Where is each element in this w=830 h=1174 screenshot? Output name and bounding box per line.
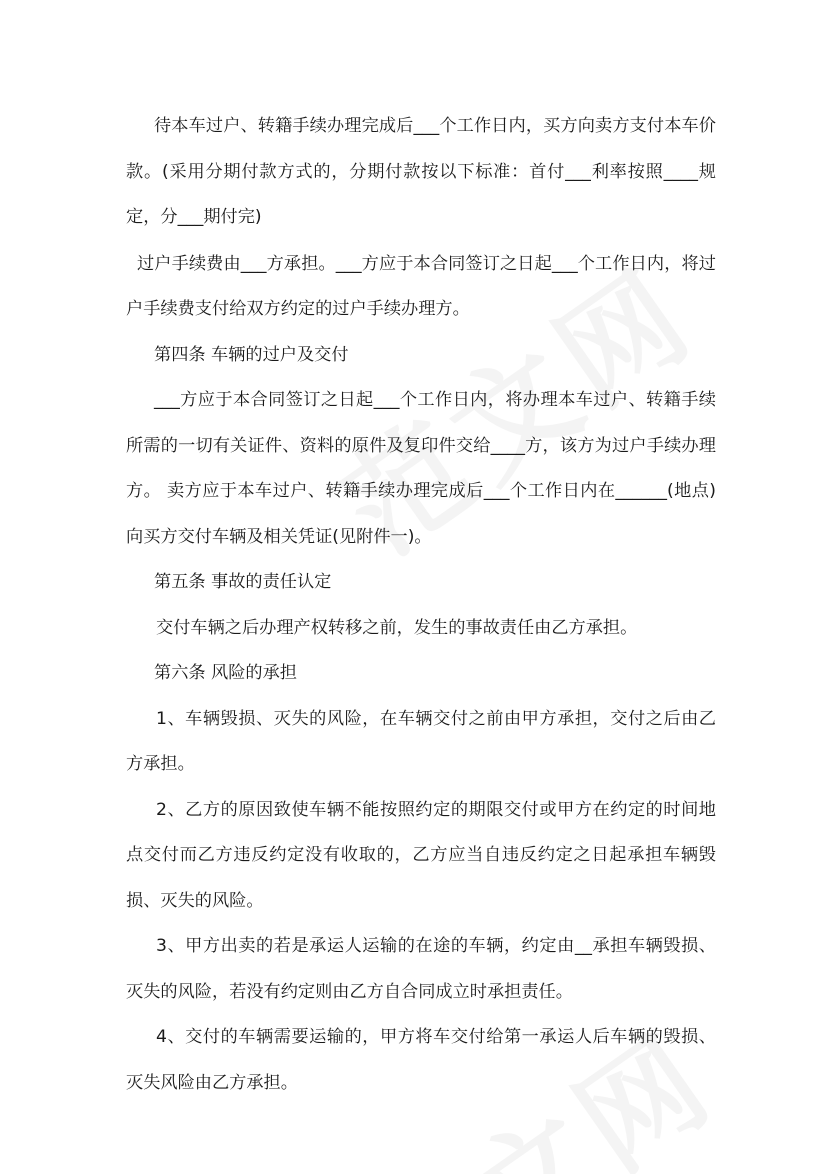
paragraph-risk-1: 1、车辆毁损、灭失的风险，在车辆交付之前由甲方承担，交付之后由乙方承担。 <box>126 708 716 774</box>
paragraph-accident-liability: 交付车辆之后办理产权转移之前，发生的事故责任由乙方承担。 <box>156 617 638 638</box>
paragraph-risk-4: 4、交付的车辆需要运输的，甲方将车交付给第一承运人后车辆的毁损、灭失风险由乙方承担。 <box>126 1027 716 1093</box>
paragraph-risk-3: 3、甲方出卖的若是承运人运输的在途的车辆，约定由__承担车辆毁损、灭失的风险，若没有约定则由乙方自合同成立时承担责任。 <box>126 936 716 1002</box>
paragraph-payment-terms: 待本车过户、转籍手续办理完成后___个工作日内，买方向卖方支付本车价款。(采用分期付款方式的，分期付款按以下标准：首付___利率按照____规定，分___期付完) <box>126 116 716 227</box>
paragraph-transfer-fee: 过户手续费由___方承担。___方应于本合同签订之日起___个工作日内，将过户手续费支付给双方约定的过户手续办理方。 <box>126 253 716 319</box>
document-body <box>126 104 716 1106</box>
heading-article-5: 第五条 事故的责任认定 <box>154 572 332 592</box>
heading-article-6: 第六条 风险的承担 <box>154 663 297 683</box>
paragraph-transfer-delivery: ___方应于本合同签订之日起___个工作日内，将办理本车过户、转籍手续所需的一切有关证件、资料的原件及复印件交给____方，该方为过户手续办理方。 卖方应于本车过户、转籍手续办理完成后___个工作日内在______(地点)向买方交付车辆及相关凭证(见附件一)。 <box>126 390 716 547</box>
heading-article-4: 第四条 车辆的过户及交付 <box>154 344 349 365</box>
paragraph-risk-2: 2、乙方的原因致使车辆不能按照约定的期限交付或甲方在约定的时间地点交付而乙方违反约定没有收取的，乙方应当自违反约定之日起承担车辆毁损、灭失的风险。 <box>126 799 716 911</box>
